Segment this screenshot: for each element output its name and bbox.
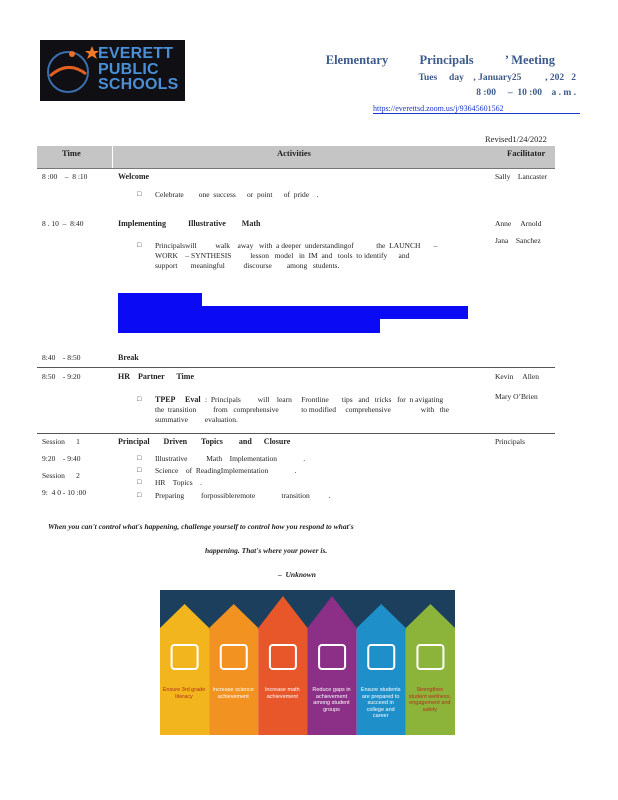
closure-title: Principal Driven Topics and Closure [118,437,291,446]
math-time: 8 . 10 – 8:40 [42,219,84,228]
bullet-icon: □ [137,454,142,462]
welcome-title: Welcome [118,172,150,181]
quote-author: – Unknown [278,570,316,579]
highlight-block [118,293,202,306]
everett-logo [40,40,185,101]
row-divider [37,433,555,434]
math-facilitator-1: Anne Arnold [495,219,542,228]
hr-bullet-line3: summative evaluation. [155,415,238,424]
goal-panel [406,604,455,735]
math-title: Implementing Illustrative Math [118,219,261,228]
row-divider [37,367,555,368]
logo-line1: EVERETT [98,45,174,62]
col-time: Time [62,148,81,158]
math-facilitator-2: Jana Sanchez [495,236,541,245]
bullet-icon: □ [137,190,142,198]
logo-line2: PUBLIC [98,60,159,78]
goals-banner [160,590,455,735]
highlight-block [118,306,468,319]
goal-panel-label: Increase math achievement [264,687,300,700]
hr-time: 8:50 - 9:20 [42,372,81,381]
goal-panel [160,604,209,735]
math-bullet-line2: WORK – SYNTHESIS lesson model in IM and tools to identify and [155,251,410,260]
bullet-icon: □ [137,491,142,499]
highlight-block [118,319,380,333]
meeting-title: Elementary Principals ’ Meeting [325,53,555,67]
welcome-facilitator: Sally Lancaster [495,172,548,181]
welcome-bullet: Celebrate one success or point of pride . [155,190,319,199]
goal-panel-label: Strengthen student wellness, engagement and safety [408,687,451,713]
goal-panel [209,604,258,735]
goal-panel-label: Increase science achievement [212,687,254,700]
closure-item: Science of ReadingImplementation . [155,466,297,475]
break-title: Break [118,353,139,362]
session1-label: Session 1 [42,437,80,446]
closure-item: HR Topics . [155,478,203,487]
revised-date: Revised1/24/2022 [485,134,547,144]
col-facilitator: Facilitator [507,148,546,158]
zoom-link[interactable]: https://everettsd.zoom.us/j/93645601562 [373,104,580,114]
break-time: 8:40 - 8:50 [42,353,81,362]
session2-time: 9: 4 0 - 10 :00 [42,488,87,497]
bullet-icon: □ [137,478,142,486]
closure-facilitator: Principals [495,437,525,446]
bullet-icon: □ [137,241,142,249]
goals-banner-graphic [160,590,455,735]
goal-panel-label: Reduce gaps in achievement among student groups [312,687,351,713]
closure-item: Preparing forpossibleremote transition . [155,491,331,500]
table-header [37,146,555,169]
math-bullet-line1: Principalswill walk away with a deeper understandingof the LAUNCH – [155,241,438,250]
goal-panel-label: Ensure 3rd grade literacy [162,687,206,700]
col-activities: Activities [277,148,311,158]
hr-bullet-title: TPEP Eval [155,395,201,404]
meeting-time: 8 :00 – 10 :00 a . m . [476,88,576,98]
logo-line3: SCHOOLS [98,76,179,93]
welcome-time: 8 :00 – 8 :10 [42,172,88,181]
meeting-date: Tues day , January25 , 202 2 [418,73,576,83]
session1-time: 9:20 - 9:40 [42,454,81,463]
bullet-icon: □ [137,466,142,474]
quote-line2: happening. That's where your power is. [205,546,328,555]
closure-item: Illustrative Math Implementation . [155,454,306,463]
session2-label: Session 2 [42,471,80,480]
quote-line1: When you can't control what's happening, challenge yourself to control how you respond to what's [48,522,354,531]
bullet-icon: □ [137,395,142,403]
hr-facilitator-1: Kevin Allen [495,372,539,381]
hr-facilitator-2: Mary O’Brien [495,392,538,401]
hr-title: HR Partner Time [118,372,194,381]
math-bullet-line3: support meaningful discourse among students. [155,261,340,270]
hr-bullet-line2: the transition from comprehensive to modified comprehensive with the [155,405,449,414]
goal-panel-label: Ensure students are prepared to succeed in college and career [360,687,401,719]
hr-bullet-line1: : Principals will learn Frontline tips and tricks for n avigating [205,395,444,404]
